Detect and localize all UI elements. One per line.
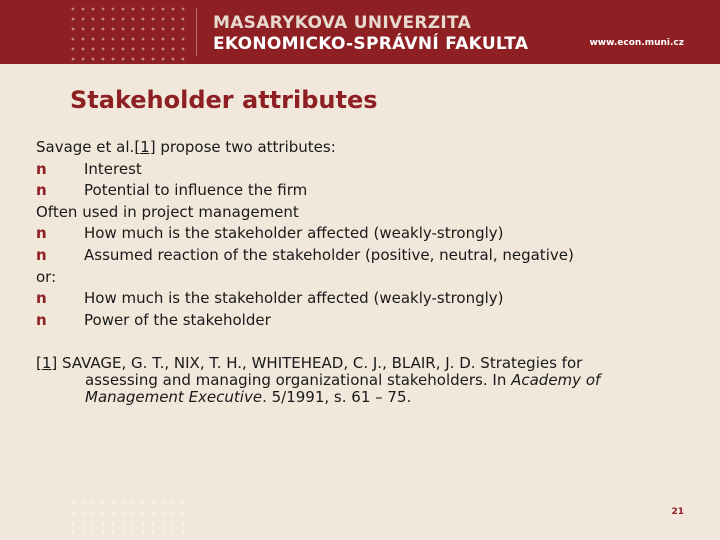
list-item-text: How much is the stakeholder affected (weakly-strongly) [84, 289, 504, 308]
reference-authors: SAVAGE, G. T., NIX, T. H., WHITEHEAD, C. J., BLAIR, J. D. Strategies for [57, 354, 583, 372]
reference-line-2 [36, 372, 676, 389]
slide-title: Stakeholder attributes [70, 86, 378, 114]
reference-title-text: assessing and managing organizational stakeholders. In [85, 371, 512, 389]
list-item-text: Assumed reaction of the stakeholder (positive, neutral, negative) [84, 245, 574, 264]
website-url[interactable]: www.econ.muni.cz [589, 38, 684, 48]
bullet-icon: n [36, 224, 47, 243]
list-item-text: How much is the stakeholder affected (weakly-strongly) [84, 224, 504, 243]
list-item [36, 288, 696, 310]
header-bar [0, 0, 720, 64]
or-label: or: [36, 267, 57, 286]
reference-pages: . 5/1991, s. 61 – 75. [262, 388, 412, 406]
list-item [36, 159, 696, 181]
university-name: MASARYKOVA UNIVERZITA [213, 13, 472, 33]
faculty-name: EKONOMICKO-SPRÁVNÍ FAKULTA [213, 34, 529, 54]
reference-line-3 [36, 389, 676, 406]
intro-line [36, 137, 696, 159]
footnote-marker[interactable]: [1] [36, 354, 58, 372]
intro-prefix: Savage et al. [36, 138, 135, 156]
bullet-icon: n [36, 159, 47, 178]
bullet-icon: n [36, 310, 47, 329]
often-used-label: Often used in project management [36, 202, 299, 221]
list-item [36, 223, 696, 245]
journal-name-part2: Management Executive [85, 388, 263, 406]
reference-line-1 [36, 355, 676, 372]
list-item [36, 180, 696, 202]
slide-body [36, 137, 696, 331]
reference-footnote [36, 355, 676, 406]
list-item-text: Power of the stakeholder [84, 310, 271, 329]
bullet-icon: n [36, 289, 47, 308]
intro-suffix: propose two attributes: [155, 138, 336, 156]
header-divider [196, 8, 197, 56]
reference-link[interactable]: [1] [134, 138, 156, 156]
footer-logo-pattern [68, 498, 186, 540]
list-item-text: Potential to influence the firm [84, 181, 308, 200]
university-logo-pattern [68, 4, 186, 62]
bullet-icon: n [36, 245, 47, 264]
list-item [36, 310, 696, 332]
bullet-icon: n [36, 181, 47, 200]
list-item-text: Interest [84, 159, 142, 178]
journal-name-part1: Academy of [511, 371, 601, 389]
page-number: 21 [671, 507, 684, 517]
list-item [36, 245, 696, 267]
